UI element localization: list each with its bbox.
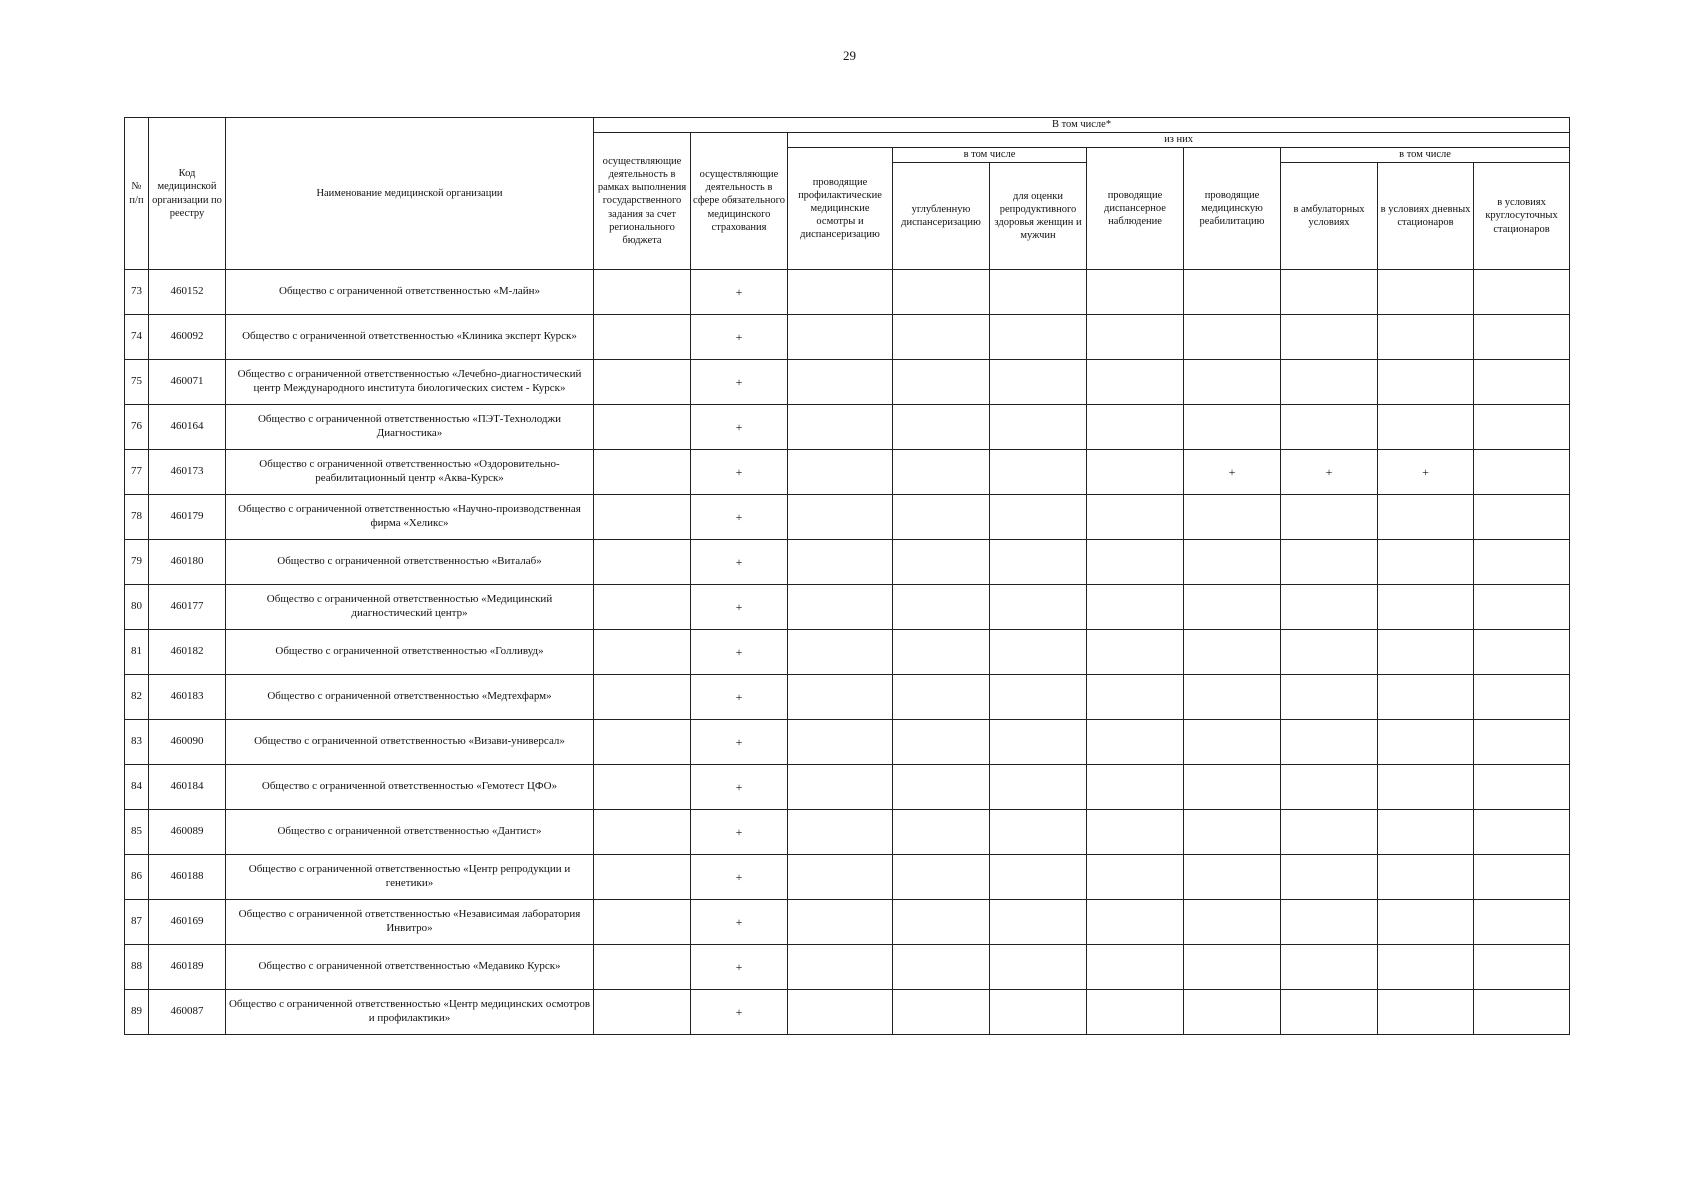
cell-kruglo bbox=[1474, 900, 1570, 945]
header-disp: проводящие диспансерное наблюдение bbox=[1087, 148, 1184, 270]
cell-disp bbox=[1087, 900, 1184, 945]
cell-kruglo bbox=[1474, 405, 1570, 450]
cell-uglub bbox=[893, 360, 990, 405]
cell-budget bbox=[594, 855, 691, 900]
table-row bbox=[125, 315, 1570, 360]
cell-reprod bbox=[990, 810, 1087, 855]
cell-prof bbox=[788, 360, 893, 405]
cell-reab bbox=[1184, 720, 1281, 765]
cell-disp bbox=[1087, 270, 1184, 315]
cell-kruglo bbox=[1474, 360, 1570, 405]
cell-ambul bbox=[1281, 585, 1378, 630]
cell-budget bbox=[594, 990, 691, 1035]
cell-budget bbox=[594, 630, 691, 675]
cell-budget bbox=[594, 540, 691, 585]
cell-reab bbox=[1184, 270, 1281, 315]
cell-oms: + bbox=[691, 675, 788, 720]
cell-reab bbox=[1184, 945, 1281, 990]
cell-oms: + bbox=[691, 540, 788, 585]
table-body bbox=[125, 270, 1570, 1035]
table-row bbox=[125, 585, 1570, 630]
cell-disp bbox=[1087, 585, 1184, 630]
cell-disp bbox=[1087, 450, 1184, 495]
table-row bbox=[125, 630, 1570, 675]
header-kruglo: в условиях круглосуточных стационаров bbox=[1474, 163, 1570, 270]
table-row bbox=[125, 675, 1570, 720]
cell-uglub bbox=[893, 630, 990, 675]
cell-kruglo bbox=[1474, 495, 1570, 540]
cell-budget bbox=[594, 495, 691, 540]
cell-reab bbox=[1184, 540, 1281, 585]
cell-num: 83 bbox=[125, 720, 149, 765]
cell-kruglo bbox=[1474, 945, 1570, 990]
cell-code: 460180 bbox=[149, 540, 226, 585]
cell-num: 75 bbox=[125, 360, 149, 405]
cell-budget bbox=[594, 450, 691, 495]
cell-kruglo bbox=[1474, 855, 1570, 900]
cell-disp bbox=[1087, 630, 1184, 675]
header-ambul: в амбулаторных условиях bbox=[1281, 163, 1378, 270]
cell-reab bbox=[1184, 585, 1281, 630]
header-uglub: углубленную диспансеризацию bbox=[893, 163, 990, 270]
cell-oms: + bbox=[691, 810, 788, 855]
cell-reab bbox=[1184, 405, 1281, 450]
cell-uglub bbox=[893, 450, 990, 495]
cell-prof bbox=[788, 765, 893, 810]
cell-dnev bbox=[1378, 315, 1474, 360]
header-reab: проводящие медицинскую реабилитацию bbox=[1184, 148, 1281, 270]
cell-disp bbox=[1087, 315, 1184, 360]
table-row bbox=[125, 450, 1570, 495]
table-row bbox=[125, 720, 1570, 765]
cell-kruglo bbox=[1474, 675, 1570, 720]
cell-num: 74 bbox=[125, 315, 149, 360]
cell-reab bbox=[1184, 315, 1281, 360]
table-row bbox=[125, 360, 1570, 405]
cell-ambul bbox=[1281, 945, 1378, 990]
cell-dnev bbox=[1378, 855, 1474, 900]
header-iz-nih: из них bbox=[788, 133, 1570, 148]
cell-uglub bbox=[893, 720, 990, 765]
cell-ambul bbox=[1281, 360, 1378, 405]
header-reprod: для оценки репродуктивного здоровья женщин и мужчин bbox=[990, 163, 1087, 270]
cell-num: 77 bbox=[125, 450, 149, 495]
table-row bbox=[125, 495, 1570, 540]
header-vtom-chisle: В том числе* bbox=[594, 118, 1570, 133]
cell-prof bbox=[788, 630, 893, 675]
cell-disp bbox=[1087, 855, 1184, 900]
cell-code: 460089 bbox=[149, 810, 226, 855]
cell-disp bbox=[1087, 720, 1184, 765]
cell-ambul bbox=[1281, 720, 1378, 765]
cell-reab: + bbox=[1184, 450, 1281, 495]
cell-name: Общество с ограниченной ответственностью «Медавико Курск» bbox=[226, 945, 594, 990]
cell-reab bbox=[1184, 900, 1281, 945]
cell-oms: + bbox=[691, 270, 788, 315]
cell-ambul bbox=[1281, 900, 1378, 945]
cell-code: 460182 bbox=[149, 630, 226, 675]
cell-name: Общество с ограниченной ответственностью «Независимая лаборатория Инвитро» bbox=[226, 900, 594, 945]
cell-name: Общество с ограниченной ответственностью «Центр медицинских осмотров и профилактики» bbox=[226, 990, 594, 1035]
cell-name: Общество с ограниченной ответственностью «Научно-производственная фирма «Хеликс» bbox=[226, 495, 594, 540]
cell-ambul bbox=[1281, 495, 1378, 540]
cell-name: Общество с ограниченной ответственностью «Центр репродукции и генетики» bbox=[226, 855, 594, 900]
cell-uglub bbox=[893, 810, 990, 855]
cell-kruglo bbox=[1474, 810, 1570, 855]
cell-disp bbox=[1087, 945, 1184, 990]
cell-code: 460164 bbox=[149, 405, 226, 450]
cell-uglub bbox=[893, 540, 990, 585]
cell-dnev bbox=[1378, 810, 1474, 855]
cell-code: 460152 bbox=[149, 270, 226, 315]
cell-dnev bbox=[1378, 495, 1474, 540]
cell-name: Общество с ограниченной ответственностью «Медицинский диагностический центр» bbox=[226, 585, 594, 630]
cell-budget bbox=[594, 360, 691, 405]
cell-reprod bbox=[990, 675, 1087, 720]
cell-budget bbox=[594, 810, 691, 855]
cell-kruglo bbox=[1474, 540, 1570, 585]
cell-reab bbox=[1184, 810, 1281, 855]
cell-name: Общество с ограниченной ответственностью «ПЭТ-Технолоджи Диагностика» bbox=[226, 405, 594, 450]
header-num: № п/п bbox=[125, 118, 149, 270]
cell-name: Общество с ограниченной ответственностью «М-лайн» bbox=[226, 270, 594, 315]
table-row bbox=[125, 810, 1570, 855]
cell-uglub bbox=[893, 315, 990, 360]
header-code: Код медицинской организации по реестру bbox=[149, 118, 226, 270]
cell-reprod bbox=[990, 270, 1087, 315]
cell-ambul bbox=[1281, 810, 1378, 855]
cell-reprod bbox=[990, 495, 1087, 540]
cell-ambul bbox=[1281, 270, 1378, 315]
cell-num: 82 bbox=[125, 675, 149, 720]
cell-disp bbox=[1087, 495, 1184, 540]
cell-num: 80 bbox=[125, 585, 149, 630]
cell-reab bbox=[1184, 675, 1281, 720]
cell-prof bbox=[788, 405, 893, 450]
header-oms: осуществляющие деятельность в сфере обязательного медицинского страхования bbox=[691, 133, 788, 270]
cell-ambul bbox=[1281, 855, 1378, 900]
cell-budget bbox=[594, 315, 691, 360]
cell-oms: + bbox=[691, 585, 788, 630]
cell-prof bbox=[788, 810, 893, 855]
cell-prof bbox=[788, 855, 893, 900]
cell-code: 460183 bbox=[149, 675, 226, 720]
cell-reprod bbox=[990, 540, 1087, 585]
cell-code: 460071 bbox=[149, 360, 226, 405]
cell-oms: + bbox=[691, 900, 788, 945]
cell-ambul bbox=[1281, 765, 1378, 810]
cell-reprod bbox=[990, 405, 1087, 450]
cell-reprod bbox=[990, 450, 1087, 495]
cell-reab bbox=[1184, 360, 1281, 405]
cell-uglub bbox=[893, 270, 990, 315]
header-vtom-chisle-2: в том числе bbox=[1281, 148, 1570, 163]
cell-uglub bbox=[893, 405, 990, 450]
cell-budget bbox=[594, 585, 691, 630]
cell-dnev bbox=[1378, 405, 1474, 450]
cell-num: 73 bbox=[125, 270, 149, 315]
cell-dnev bbox=[1378, 765, 1474, 810]
cell-oms: + bbox=[691, 945, 788, 990]
cell-disp bbox=[1087, 540, 1184, 585]
cell-budget bbox=[594, 270, 691, 315]
cell-prof bbox=[788, 945, 893, 990]
cell-name: Общество с ограниченной ответственностью «Голливуд» bbox=[226, 630, 594, 675]
cell-reprod bbox=[990, 315, 1087, 360]
cell-budget bbox=[594, 675, 691, 720]
cell-code: 460188 bbox=[149, 855, 226, 900]
table-row bbox=[125, 900, 1570, 945]
cell-disp bbox=[1087, 810, 1184, 855]
cell-oms: + bbox=[691, 360, 788, 405]
cell-num: 79 bbox=[125, 540, 149, 585]
cell-ambul bbox=[1281, 630, 1378, 675]
cell-reab bbox=[1184, 765, 1281, 810]
cell-name: Общество с ограниченной ответственностью «Клиника эксперт Курск» bbox=[226, 315, 594, 360]
page-number: 29 bbox=[843, 48, 856, 63]
cell-budget bbox=[594, 900, 691, 945]
cell-name: Общество с ограниченной ответственностью «Лечебно-диагностический центр Международного института биологических систем - Курск» bbox=[226, 360, 594, 405]
cell-kruglo bbox=[1474, 990, 1570, 1035]
cell-prof bbox=[788, 990, 893, 1035]
cell-dnev bbox=[1378, 540, 1474, 585]
cell-code: 460090 bbox=[149, 720, 226, 765]
cell-prof bbox=[788, 720, 893, 765]
header-prof: проводящие профилактические медицинские осмотры и диспансеризацию bbox=[788, 148, 893, 270]
cell-oms: + bbox=[691, 630, 788, 675]
cell-dnev bbox=[1378, 360, 1474, 405]
cell-prof bbox=[788, 585, 893, 630]
cell-uglub bbox=[893, 765, 990, 810]
cell-oms: + bbox=[691, 405, 788, 450]
table-row bbox=[125, 990, 1570, 1035]
cell-disp bbox=[1087, 675, 1184, 720]
cell-dnev bbox=[1378, 630, 1474, 675]
cell-ambul bbox=[1281, 540, 1378, 585]
cell-num: 78 bbox=[125, 495, 149, 540]
cell-ambul bbox=[1281, 405, 1378, 450]
cell-oms: + bbox=[691, 495, 788, 540]
cell-oms: + bbox=[691, 315, 788, 360]
cell-ambul bbox=[1281, 315, 1378, 360]
cell-num: 85 bbox=[125, 810, 149, 855]
cell-code: 460179 bbox=[149, 495, 226, 540]
table-row bbox=[125, 270, 1570, 315]
cell-name: Общество с ограниченной ответственностью «Оздоровительно-реабилитационный центр «Аква-Курск» bbox=[226, 450, 594, 495]
table-row bbox=[125, 765, 1570, 810]
cell-oms: + bbox=[691, 450, 788, 495]
table-header bbox=[125, 118, 1570, 270]
cell-dnev bbox=[1378, 720, 1474, 765]
cell-prof bbox=[788, 315, 893, 360]
cell-uglub bbox=[893, 855, 990, 900]
cell-uglub bbox=[893, 495, 990, 540]
cell-code: 460184 bbox=[149, 765, 226, 810]
cell-reprod bbox=[990, 360, 1087, 405]
cell-prof bbox=[788, 270, 893, 315]
cell-code: 460173 bbox=[149, 450, 226, 495]
cell-code: 460092 bbox=[149, 315, 226, 360]
cell-kruglo bbox=[1474, 270, 1570, 315]
cell-oms: + bbox=[691, 765, 788, 810]
cell-uglub bbox=[893, 900, 990, 945]
cell-num: 89 bbox=[125, 990, 149, 1035]
cell-dnev: + bbox=[1378, 450, 1474, 495]
cell-dnev bbox=[1378, 900, 1474, 945]
cell-code: 460177 bbox=[149, 585, 226, 630]
cell-reprod bbox=[990, 945, 1087, 990]
cell-prof bbox=[788, 540, 893, 585]
cell-num: 84 bbox=[125, 765, 149, 810]
cell-name: Общество с ограниченной ответственностью «Визави-универсал» bbox=[226, 720, 594, 765]
cell-prof bbox=[788, 450, 893, 495]
cell-disp bbox=[1087, 990, 1184, 1035]
cell-disp bbox=[1087, 360, 1184, 405]
cell-kruglo bbox=[1474, 765, 1570, 810]
table-row bbox=[125, 945, 1570, 990]
cell-budget bbox=[594, 765, 691, 810]
cell-prof bbox=[788, 900, 893, 945]
cell-uglub bbox=[893, 585, 990, 630]
cell-reprod bbox=[990, 765, 1087, 810]
header-name: Наименование медицинской организации bbox=[226, 118, 594, 270]
cell-dnev bbox=[1378, 990, 1474, 1035]
cell-uglub bbox=[893, 675, 990, 720]
cell-num: 81 bbox=[125, 630, 149, 675]
cell-kruglo bbox=[1474, 450, 1570, 495]
cell-kruglo bbox=[1474, 630, 1570, 675]
cell-dnev bbox=[1378, 945, 1474, 990]
cell-kruglo bbox=[1474, 720, 1570, 765]
cell-budget bbox=[594, 945, 691, 990]
cell-dnev bbox=[1378, 585, 1474, 630]
cell-uglub bbox=[893, 945, 990, 990]
organizations-table bbox=[124, 117, 1570, 1035]
cell-name: Общество с ограниченной ответственностью «Гемотест ЦФО» bbox=[226, 765, 594, 810]
header-vtom-chisle-1: в том числе bbox=[893, 148, 1087, 163]
cell-reprod bbox=[990, 630, 1087, 675]
cell-disp bbox=[1087, 765, 1184, 810]
cell-uglub bbox=[893, 990, 990, 1035]
cell-budget bbox=[594, 720, 691, 765]
cell-reab bbox=[1184, 855, 1281, 900]
table-row bbox=[125, 405, 1570, 450]
cell-ambul bbox=[1281, 675, 1378, 720]
cell-name: Общество с ограниченной ответственностью «Виталаб» bbox=[226, 540, 594, 585]
cell-num: 86 bbox=[125, 855, 149, 900]
cell-disp bbox=[1087, 405, 1184, 450]
cell-prof bbox=[788, 495, 893, 540]
cell-reprod bbox=[990, 855, 1087, 900]
cell-reprod bbox=[990, 990, 1087, 1035]
cell-ambul bbox=[1281, 990, 1378, 1035]
cell-ambul: + bbox=[1281, 450, 1378, 495]
cell-code: 460087 bbox=[149, 990, 226, 1035]
cell-code: 460189 bbox=[149, 945, 226, 990]
cell-oms: + bbox=[691, 855, 788, 900]
cell-num: 87 bbox=[125, 900, 149, 945]
cell-num: 76 bbox=[125, 405, 149, 450]
table-row bbox=[125, 540, 1570, 585]
cell-oms: + bbox=[691, 990, 788, 1035]
cell-dnev bbox=[1378, 675, 1474, 720]
cell-reab bbox=[1184, 990, 1281, 1035]
cell-oms: + bbox=[691, 720, 788, 765]
cell-reprod bbox=[990, 585, 1087, 630]
cell-num: 88 bbox=[125, 945, 149, 990]
cell-reprod bbox=[990, 720, 1087, 765]
cell-dnev bbox=[1378, 270, 1474, 315]
header-dnev: в условиях дневных стационаров bbox=[1378, 163, 1474, 270]
cell-reprod bbox=[990, 900, 1087, 945]
cell-name: Общество с ограниченной ответственностью «Дантист» bbox=[226, 810, 594, 855]
header-budget: осуществляющие деятельность в рамках выполнения государственного задания за счет регионального бюджета bbox=[594, 133, 691, 270]
cell-kruglo bbox=[1474, 585, 1570, 630]
table-row bbox=[125, 855, 1570, 900]
cell-prof bbox=[788, 675, 893, 720]
cell-reab bbox=[1184, 495, 1281, 540]
cell-kruglo bbox=[1474, 315, 1570, 360]
cell-reab bbox=[1184, 630, 1281, 675]
cell-code: 460169 bbox=[149, 900, 226, 945]
cell-name: Общество с ограниченной ответственностью «Медтехфарм» bbox=[226, 675, 594, 720]
cell-budget bbox=[594, 405, 691, 450]
